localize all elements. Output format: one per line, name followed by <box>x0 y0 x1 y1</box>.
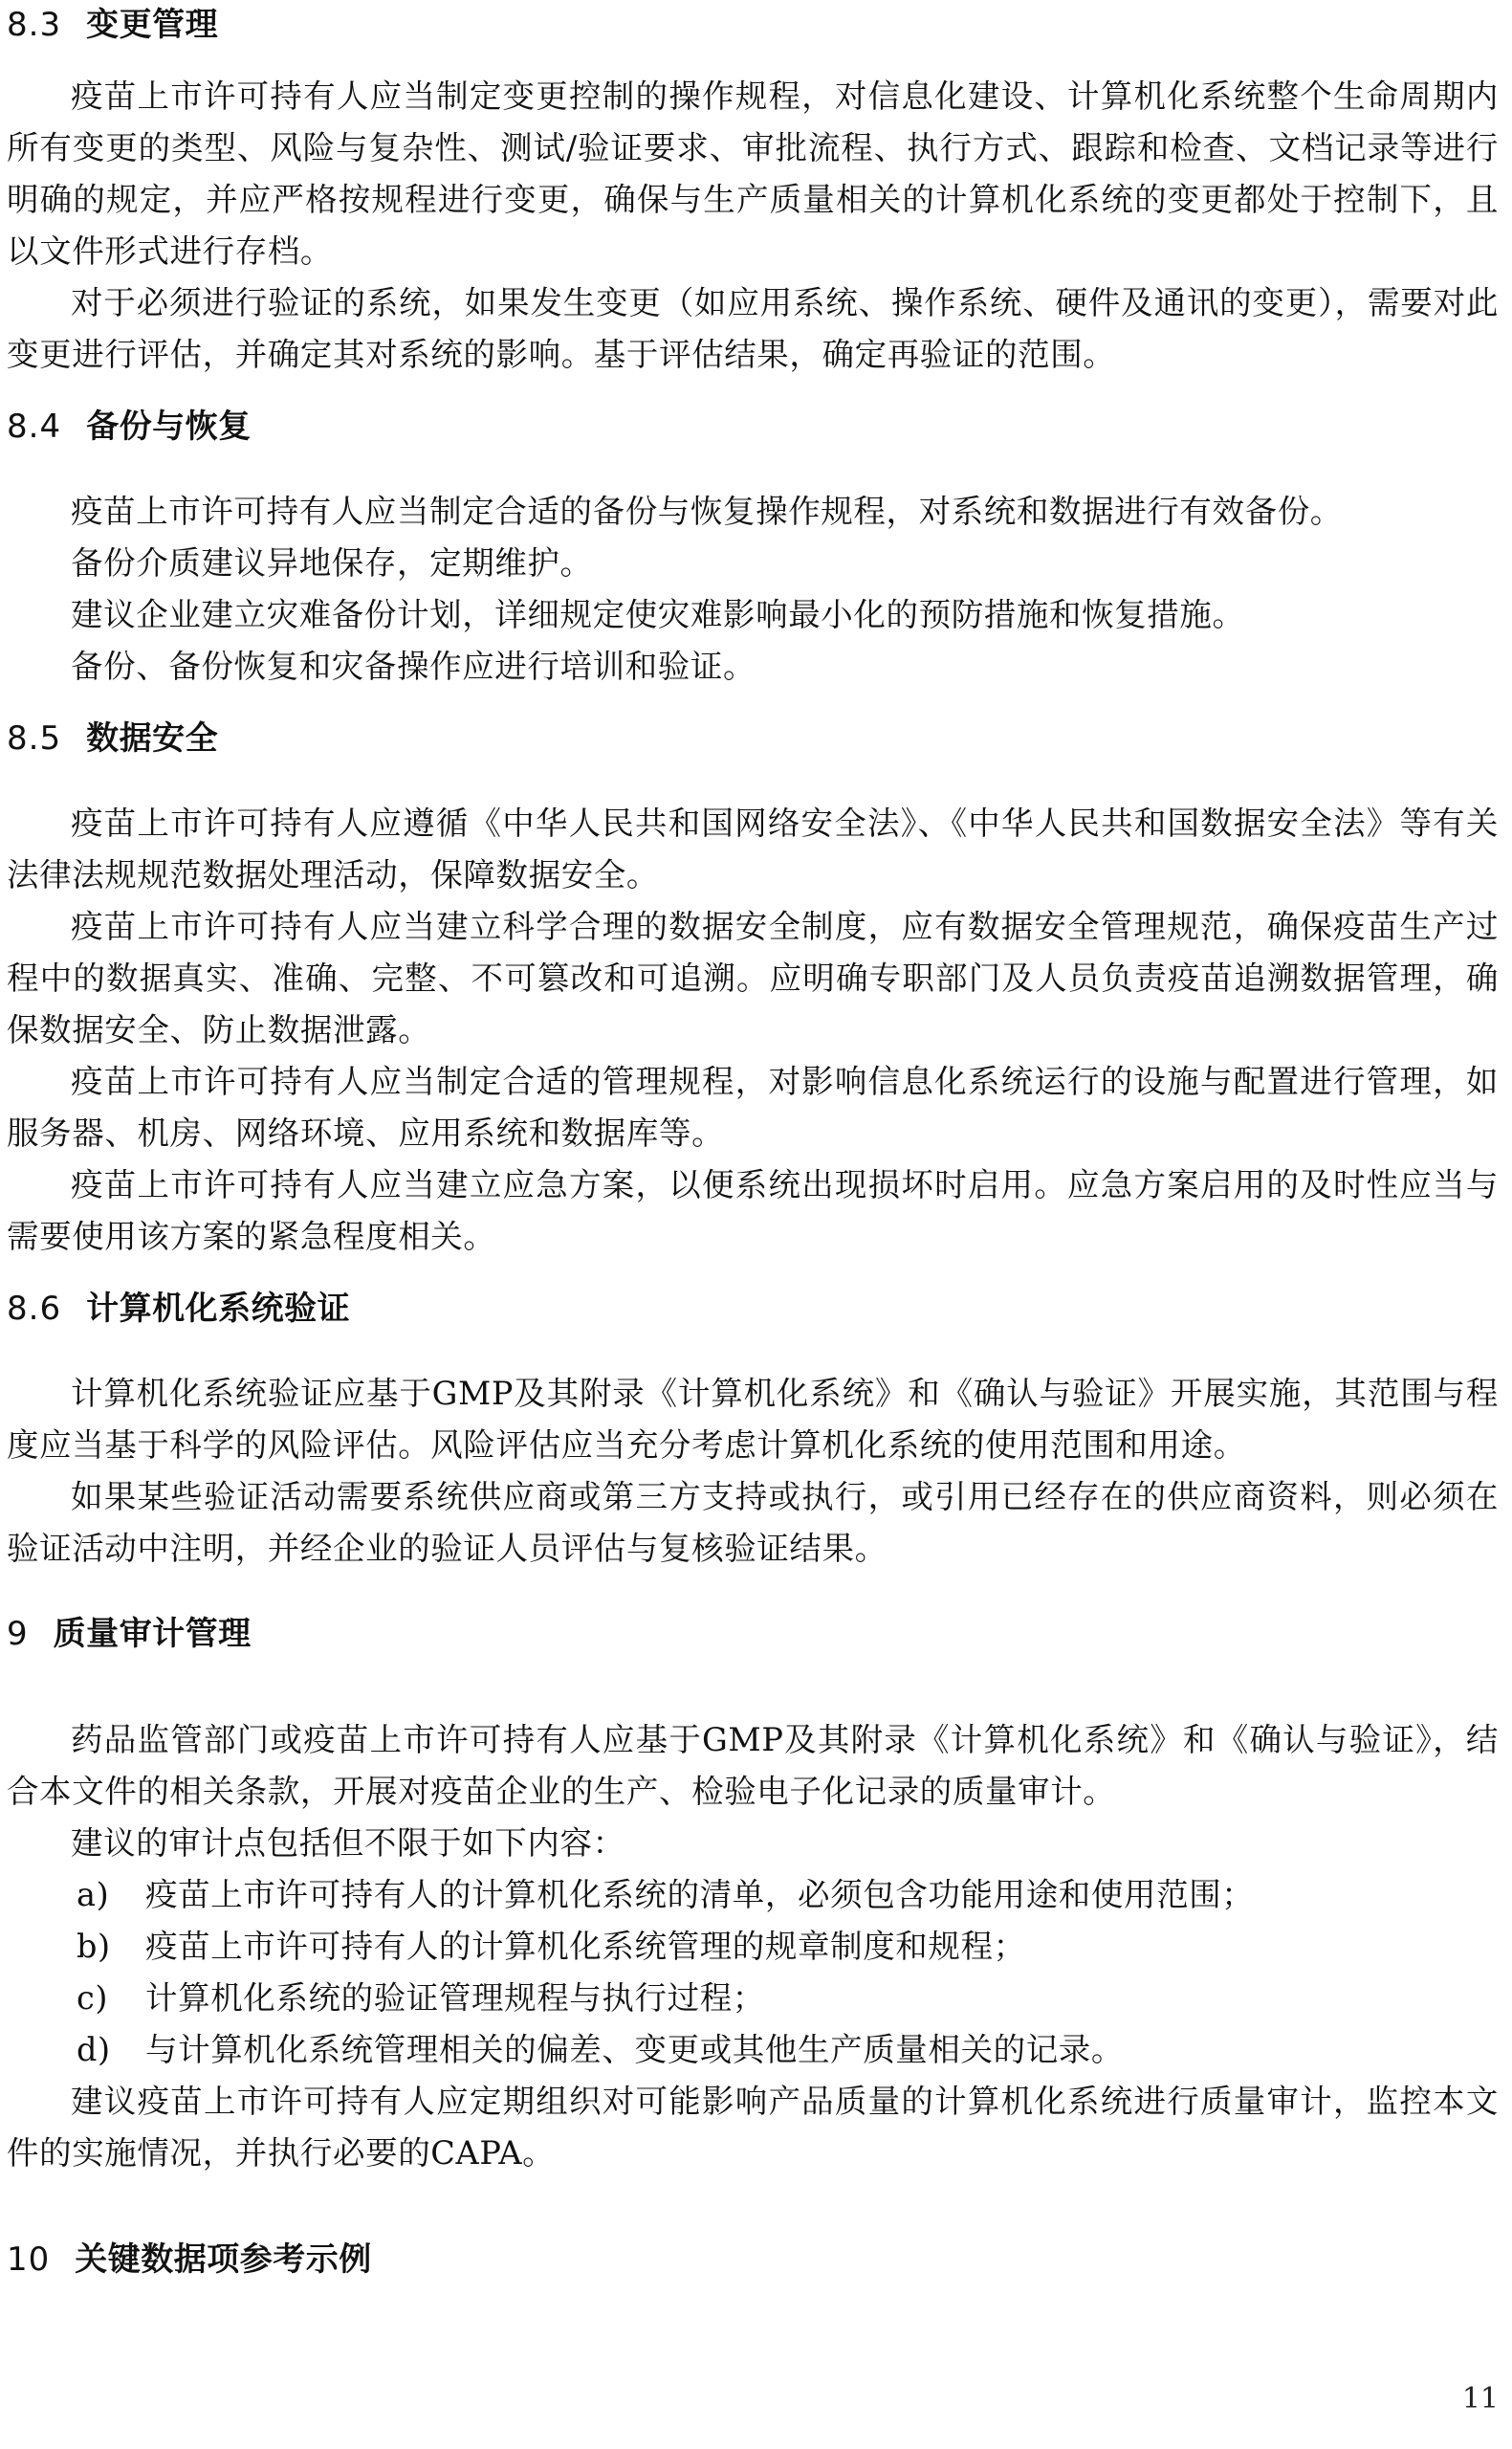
list-item <box>7 1869 1499 1921</box>
list-item-text: 与计算机化系统管理相关的偏差、变更或其他生产质量相关的记录。 <box>145 2031 1124 2068</box>
section-number: 8.3 <box>7 6 62 44</box>
list-marker: a) <box>77 1876 110 1913</box>
list-item-text: 疫苗上市许可持有人的计算机化系统的清单，必须包含功能用途和使用范围； <box>145 1876 1255 1913</box>
section-number: 8.4 <box>7 408 62 446</box>
section-title: 计算机化系统验证 <box>86 1290 351 1328</box>
paragraph: 疫苗上市许可持有人应当建立科学合理的数据安全制度，应有数据安全管理规范，确保疫苗生产过程中的数据真实、准确、完整、不可篡改和可追溯。应明确专职部门及人员负责疫苗追溯数据管理，确保数据安全、防止数据泄露。 <box>7 908 1499 1048</box>
section-title: 质量审计管理 <box>53 1615 252 1653</box>
paragraph: 建议企业建立灾难备份计划，详细规定使灾难影响最小化的预防措施和恢复措施。 <box>71 596 1245 633</box>
page-content <box>7 0 1499 2284</box>
paragraph: 如果某些验证活动需要系统供应商或第三方支持或执行，或引用已经存在的供应商资料，则必须在验证活动中注明，并经企业的验证人员评估与复核验证结果。 <box>7 1478 1499 1567</box>
paragraph: 疫苗上市许可持有人应遵循《中华人民共和国网络安全法》、《中华人民共和国数据安全法》等有关法律法规规范数据处理活动，保障数据安全。 <box>7 805 1499 894</box>
list-marker: c) <box>77 1979 109 2017</box>
paragraph: 计算机化系统验证应基于GMP及其附录《计算机化系统》和《确认与验证》开展实施，其范围与程度应当基于科学的风险评估。风险评估应当充分考虑计算机化系统的使用范围和用途。 <box>7 1375 1499 1464</box>
paragraph: 备份、备份恢复和灾备操作应进行培训和验证。 <box>71 648 756 685</box>
list-marker: d) <box>77 2031 111 2068</box>
section-title: 关键数据项参考示例 <box>75 2240 372 2279</box>
section-title: 变更管理 <box>86 6 219 44</box>
paragraph: 药品监管部门或疫苗上市许可持有人应基于GMP及其附录《计算机化系统》和《确认与验证》，结合本文件的相关条款，开展对疫苗企业的生产、检验电子化记录的质量审计。 <box>7 1721 1499 1810</box>
section-heading-8-5 <box>7 714 1499 763</box>
section-heading-10 <box>7 2235 1499 2284</box>
page-number: 11 <box>1461 2382 1499 2416</box>
list-item-text: 计算机化系统的验证管理规程与执行过程； <box>145 1979 765 2017</box>
section-number: 9 <box>7 1615 29 1653</box>
section-heading-8-6 <box>7 1284 1499 1334</box>
paragraph: 建议的审计点包括但不限于如下内容： <box>71 1824 625 1862</box>
list-item <box>7 1973 1499 2024</box>
paragraph: 备份介质建议异地保存，定期维护。 <box>71 544 593 582</box>
section-heading-9 <box>7 1609 1499 1659</box>
paragraph: 疫苗上市许可持有人应当制定合适的备份与恢复操作规程，对系统和数据进行有效备份。 <box>71 493 1343 530</box>
paragraph: 疫苗上市许可持有人应当建立应急方案，以便系统出现损坏时启用。应急方案启用的及时性应当与需要使用该方案的紧急程度相关。 <box>7 1166 1499 1255</box>
paragraph: 疫苗上市许可持有人应当制定变更控制的操作规程，对信息化建设、计算机化系统整个生命周期内所有变更的类型、风险与复杂性、测试/验证要求、审批流程、执行方式、跟踪和检查、文档记录等进行明确的规定，并应严格按规程进行变更，确保与生产质量相关的计算机化系统的变更都处于控制下，且以文件形式进行存档。 <box>7 77 1499 270</box>
paragraph: 对于必须进行验证的系统，如果发生变更（如应用系统、操作系统、硬件及通讯的变更），需要对此变更进行评估，并确定其对系统的影响。基于评估结果，确定再验证的范围。 <box>7 284 1499 373</box>
section-number: 8.6 <box>7 1290 62 1328</box>
paragraph: 建议疫苗上市许可持有人应定期组织对可能影响产品质量的计算机化系统进行质量审计，监控本文件的实施情况，并执行必要的CAPA。 <box>7 2083 1499 2172</box>
section-title: 数据安全 <box>86 719 219 758</box>
section-title: 备份与恢复 <box>86 408 252 446</box>
paragraph: 疫苗上市许可持有人应当制定合适的管理规程，对影响信息化系统运行的设施与配置进行管理，如服务器、机房、网络环境、应用系统和数据库等。 <box>7 1063 1499 1152</box>
section-number: 8.5 <box>7 719 62 758</box>
section-heading-8-4 <box>7 402 1499 452</box>
list-item <box>7 2024 1499 2076</box>
section-number: 10 <box>7 2240 51 2279</box>
list-item <box>7 1921 1499 1973</box>
list-marker: b) <box>77 1928 111 1965</box>
list-item-text: 疫苗上市许可持有人的计算机化系统管理的规章制度和规程； <box>145 1928 1026 1965</box>
section-heading-8-3 <box>7 0 1499 50</box>
